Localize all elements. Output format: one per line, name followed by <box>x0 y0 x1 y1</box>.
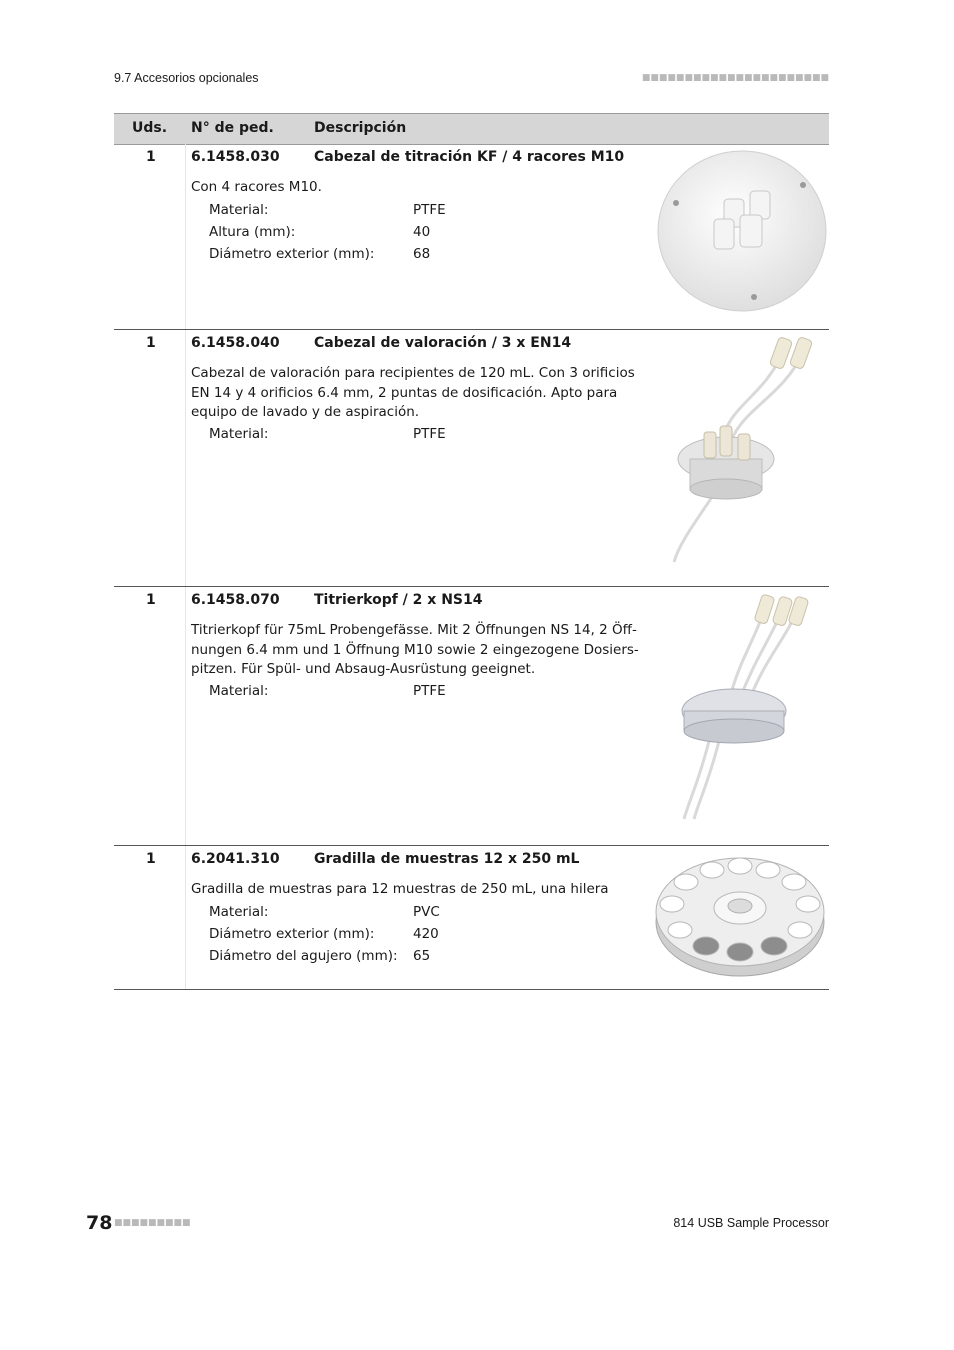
item-title: Titrierkopf / 2 x NS14 <box>314 592 483 608</box>
spec-value: PTFE <box>413 683 446 699</box>
running-header-section: 9.7 Accesorios opcionales <box>114 71 259 85</box>
item-description: Cabezal de valoración para recipientes de 120 mL. Con 3 orificios EN 14 y 4 orificios 6.4 mm, 2 puntas de dosificación. Apto para equipo de lavado y de aspiración. <box>191 365 635 420</box>
spec-value: 420 <box>413 926 439 942</box>
spec-label: Diámetro exterior (mm): <box>209 246 375 262</box>
item-part-number: 6.1458.030 <box>191 149 280 165</box>
footer-dots-decoration: ■■■■■■■■■ <box>114 1218 191 1228</box>
spec-label: Material: <box>209 202 269 218</box>
spec-label: Material: <box>209 904 269 920</box>
column-header-qty: Uds. <box>132 120 168 136</box>
table-row <box>114 144 829 329</box>
item-title: Cabezal de titración KF / 4 racores M10 <box>314 149 625 165</box>
item-part-number: 6.1458.040 <box>191 335 280 351</box>
header-dots-decoration: ■■■■■■■■■■■■■■■■■■■■■■ <box>641 73 829 83</box>
spec-value: 65 <box>413 948 431 964</box>
spec-value: PVC <box>413 904 440 920</box>
spec-value: PTFE <box>413 202 446 218</box>
spec-label: Diámetro exterior (mm): <box>209 926 375 942</box>
item-description: Titrierkopf für 75mL Probengefässe. Mit 2 Öffnungen NS 14, 2 Öff-nungen 6.4 mm und 1 Öffnung M10 sowie 2 eingezogene Dosiers-pitzen. Für Spül- und Absaug-Ausrüstung geeignet. <box>191 622 639 677</box>
spec-label: Material: <box>209 426 269 442</box>
spec-value: PTFE <box>413 426 446 442</box>
table-row <box>114 587 829 845</box>
titration-head-en14-image <box>654 334 829 570</box>
table-bottom-rule <box>114 989 829 990</box>
item-qty: 1 <box>146 851 156 867</box>
table-header <box>114 113 829 145</box>
spec-label: Diámetro del agujero (mm): <box>209 948 398 964</box>
spec-value: 40 <box>413 224 431 240</box>
item-qty: 1 <box>146 335 156 351</box>
item-description: Con 4 racores M10. <box>191 179 322 195</box>
item-title: Cabezal de valoración / 3 x EN14 <box>314 335 572 351</box>
kf-titration-head-image <box>654 149 829 314</box>
table-row <box>114 330 829 586</box>
column-header-part-no: N° de ped. <box>191 120 274 136</box>
item-description: Gradilla de muestras para 12 muestras de 250 mL, una hilera <box>191 881 609 897</box>
item-qty: 1 <box>146 592 156 608</box>
item-part-number: 6.2041.310 <box>191 851 280 867</box>
item-qty: 1 <box>146 149 156 165</box>
spec-label: Material: <box>209 683 269 699</box>
spec-value: 68 <box>413 246 431 262</box>
column-header-description: Descripción <box>314 120 407 136</box>
item-part-number: 6.1458.070 <box>191 592 280 608</box>
footer-product-name: 814 USB Sample Processor <box>673 1216 829 1230</box>
spec-label: Altura (mm): <box>209 224 296 240</box>
sample-rack-image <box>654 850 829 980</box>
item-title: Gradilla de muestras 12 x 250 mL <box>314 851 580 867</box>
titrierkopf-ns14-image <box>654 591 829 827</box>
table-row <box>114 846 829 989</box>
page-number: 78 <box>86 1212 113 1234</box>
